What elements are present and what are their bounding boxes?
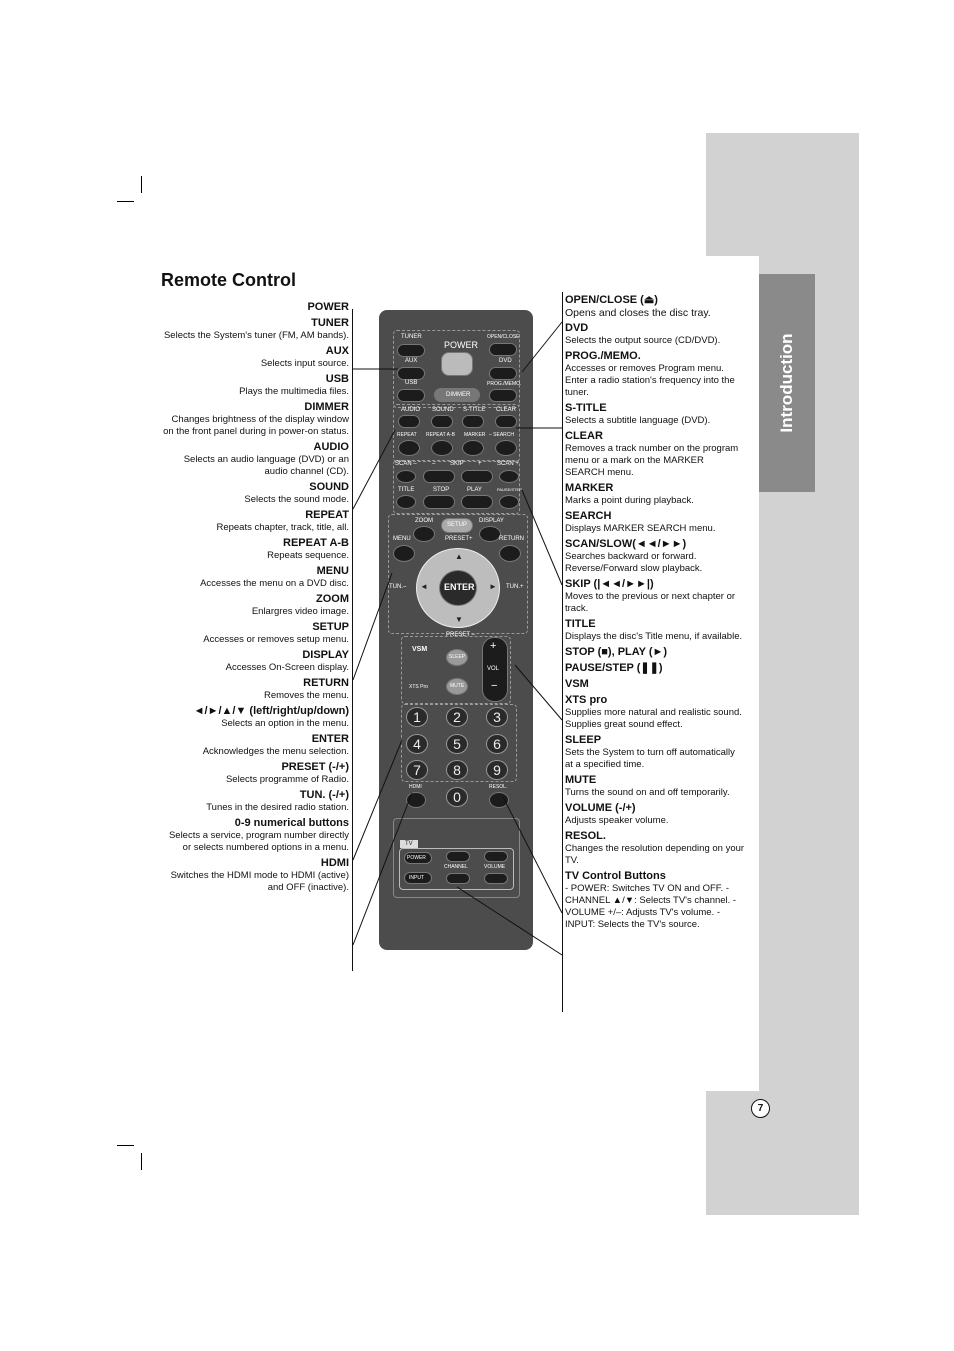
left-heading: AUX [325, 345, 349, 357]
volume-down-icon: − [491, 680, 498, 692]
open-close-button[interactable] [489, 343, 517, 356]
left-description: Selects input source. [260, 358, 349, 369]
resol-button[interactable] [489, 792, 509, 808]
left-description: Accesses On-Screen display. [225, 662, 349, 673]
preset-minus-label: PRESET – [446, 632, 475, 638]
left-description: Selects the sound mode. [244, 494, 349, 505]
left-callout-bracket [352, 309, 353, 971]
right-heading: RESOL. [565, 830, 606, 842]
left-description: Plays the multimedia files. [239, 386, 349, 397]
left-heading: TUNER [311, 317, 349, 329]
setup-label: SETUP [447, 522, 468, 528]
right-heading: MARKER [565, 482, 614, 494]
zoom-button[interactable] [413, 526, 435, 542]
left-heading: ◄/►/▲/▼ (left/right/up/down) [193, 705, 349, 717]
search-button[interactable] [495, 440, 517, 456]
repeat-label: REPEAT [397, 432, 417, 438]
dimmer-button[interactable] [434, 388, 480, 402]
left-description: Switches the HDMI mode to HDMI (active) and OFF (inactive). [170, 870, 349, 893]
dvd-label: DVD [499, 358, 512, 364]
title-label: TITLE [398, 487, 415, 493]
left-heading: ZOOM [316, 593, 349, 605]
number-5-button[interactable]: 5 [446, 734, 468, 754]
left-heading: RETURN [303, 677, 349, 689]
sidebar-band-top [706, 133, 859, 256]
left-descriptions [160, 298, 349, 894]
title-button[interactable] [396, 495, 416, 509]
mute-label: MUTE [450, 683, 465, 689]
repeat-ab-button[interactable] [431, 440, 453, 456]
number-2-button[interactable]: 2 [446, 707, 468, 727]
right-heading: TV Control Buttons [565, 870, 666, 882]
sleep-label: SLEEP [449, 654, 466, 660]
hdmi-button[interactable] [406, 792, 426, 808]
tun-minus-label: TUN.– [389, 584, 407, 590]
sleep-button[interactable] [446, 649, 468, 666]
left-heading: HDMI [320, 857, 349, 869]
right-descriptions [565, 291, 745, 931]
scan-minus-label: SCAN – [395, 461, 417, 467]
up-arrow-icon: ▲ [455, 552, 463, 561]
tv-input-button[interactable] [404, 872, 432, 884]
right-heading: DVD [565, 322, 589, 334]
left-heading: POWER [307, 301, 349, 313]
right-heading: STOP (■), PLAY (►) [565, 646, 668, 658]
right-heading: SEARCH [565, 510, 612, 522]
pause-step-button[interactable] [499, 495, 519, 509]
skip-minus-label: – [432, 461, 436, 467]
prog-memo-label: PROG./MEMO. [487, 381, 522, 387]
right-heading: OPEN/CLOSE (⏏) [565, 294, 658, 306]
left-heading: TUN. (-/+) [299, 789, 349, 801]
left-description: Tunes in the desired radio station. [206, 802, 349, 813]
s-title-button[interactable] [462, 415, 484, 428]
right-heading: XTS pro [565, 694, 608, 706]
volume-up-icon: + [490, 640, 497, 652]
clear-button[interactable] [495, 415, 517, 428]
left-description: Repeats chapter, track, title, all. [216, 522, 349, 533]
right-heading: MUTE [565, 774, 597, 786]
marker-button[interactable] [462, 440, 484, 456]
left-arrow-icon: ◄ [420, 582, 428, 591]
right-heading: SCAN/SLOW(◄◄/►►) [565, 538, 687, 550]
left-heading: DISPLAY [302, 649, 349, 661]
skip-label: SKIP [450, 461, 464, 467]
scan-plus-label: SCAN + [497, 461, 519, 467]
return-button[interactable] [499, 545, 521, 562]
right-heading: PROG./MEMO. [565, 350, 641, 362]
left-heading: PRESET (-/+) [281, 761, 349, 773]
left-heading: 0-9 numerical buttons [234, 817, 349, 829]
left-heading: REPEAT [305, 509, 349, 521]
resol-label: RESOL. [489, 784, 508, 790]
left-heading: MENU [316, 565, 349, 577]
search-label: – SEARCH [489, 432, 515, 438]
page-title: Remote Control [161, 270, 296, 290]
section-tab-label: Introduction [777, 333, 796, 433]
pause-label: PAUSE/STEP [497, 487, 522, 492]
right-heading: S-TITLE [565, 402, 607, 414]
dimmer-label: DIMMER [446, 392, 471, 398]
scan-forward-button[interactable] [499, 470, 519, 483]
right-description: Turns the sound on and off temporarily. [565, 787, 730, 798]
preset-plus-label: PRESET+ [445, 536, 473, 542]
menu-label: MENU [393, 536, 411, 542]
left-heading: DIMMER [304, 401, 349, 413]
left-description: Selects a service, program number directly or selects numbered options in a menu. [168, 830, 349, 853]
right-heading: PAUSE/STEP (❚❚) [565, 662, 663, 674]
right-heading: VSM [565, 678, 589, 690]
remote-control [379, 310, 533, 950]
number-3-button[interactable]: 3 [486, 707, 508, 727]
left-description: Removes the menu. [263, 690, 349, 701]
number-0-button[interactable]: 0 [446, 787, 468, 807]
right-description: Adjusts speaker volume. [565, 815, 669, 826]
skip-back-button[interactable] [423, 470, 455, 483]
tv-power-button[interactable] [404, 852, 432, 864]
tv-volume-up-button[interactable] [484, 851, 508, 862]
right-heading: SLEEP [565, 734, 602, 746]
right-arrow-icon: ► [489, 582, 497, 591]
left-heading: AUDIO [313, 441, 349, 453]
left-heading: SOUND [309, 481, 349, 493]
prog-memo-button[interactable] [489, 389, 517, 402]
enter-label: ENTER [444, 582, 475, 592]
right-description: Displays MARKER SEARCH menu. [565, 523, 716, 534]
hdmi-label: HDMI [409, 784, 422, 790]
left-description: Selects an option in the menu. [221, 718, 349, 729]
menu-button[interactable] [393, 545, 415, 562]
play-button[interactable] [461, 495, 493, 509]
right-heading: VOLUME (-/+) [565, 802, 636, 814]
right-description: Supplies more natural and realistic sound. Supplies great sound effect. [565, 707, 742, 730]
right-description: Marks a point during playback. [565, 495, 694, 506]
usb-button[interactable] [397, 389, 425, 402]
skip-plus-label: + [478, 461, 482, 467]
right-description: Selects the output source (CD/DVD). [565, 335, 721, 346]
number-4-button[interactable]: 4 [406, 734, 428, 754]
aux-button[interactable] [397, 367, 425, 380]
left-description: Accesses or removes setup menu. [203, 634, 349, 645]
right-callout-bracket [562, 292, 563, 1012]
sound-button[interactable] [431, 415, 453, 428]
mute-button[interactable] [446, 678, 468, 695]
display-label: DISPLAY [479, 518, 504, 524]
audio-button[interactable] [398, 415, 420, 428]
s-title-label: S-TITLE [463, 407, 486, 413]
vsm-label: VSM [412, 646, 428, 653]
right-description: Accesses or removes Program menu. Enter a radio station's frequency into the tuner. [565, 363, 735, 398]
right-description: Sets the System to turn off automatically at a specified time. [565, 747, 735, 770]
down-arrow-icon: ▼ [455, 615, 463, 624]
power-button[interactable] [441, 352, 473, 376]
right-description: Opens and closes the disc tray. [565, 307, 711, 319]
left-heading: ENTER [311, 733, 349, 745]
left-description: Changes brightness of the display window on the front panel during in power-on status. [163, 414, 349, 437]
open-close-label: OPEN/CLOSE [487, 334, 520, 340]
left-description: Accesses the menu on a DVD disc. [200, 578, 349, 589]
marker-label: MARKER [464, 432, 486, 438]
power-label: POWER [444, 340, 479, 350]
clear-label: CLEAR [496, 407, 517, 413]
play-label: PLAY [467, 487, 482, 493]
tun-plus-label: TUN.+ [506, 584, 524, 590]
right-description: Changes the resolution depending on your TV. [565, 843, 745, 866]
return-label: RETURN [499, 536, 524, 542]
left-description: Selects the System's tuner (FM, AM bands). [163, 330, 349, 341]
repeat-button[interactable] [398, 440, 420, 456]
tv-channel-down-button[interactable] [446, 873, 470, 884]
number-6-button[interactable]: 6 [486, 734, 508, 754]
tv-volume-down-button[interactable] [484, 873, 508, 884]
tv-input-label: INPUT [409, 875, 424, 881]
right-heading: CLEAR [565, 430, 603, 442]
tv-label: TV [400, 840, 418, 848]
left-description: Enlargres video image. [251, 606, 349, 617]
left-description: Acknowledges the menu selection. [202, 746, 349, 757]
left-description: Selects programme of Radio. [225, 774, 349, 785]
right-description: - POWER: Switches TV ON and OFF. - CHANNEL ▲/▼: Selects TV's channel. - VOLUME +/–: Adjusts TV's volume. - INPUT: Selects the TV's source. [565, 883, 737, 930]
right-description: Displays the disc's Title menu, if available. [565, 631, 743, 642]
tuner-label: TUNER [401, 334, 422, 340]
stop-button[interactable] [423, 495, 455, 509]
aux-label: AUX [405, 358, 418, 364]
xts-pro-label: XTS Pro [409, 684, 428, 690]
tv-power-label: POWER [407, 855, 426, 861]
sidebar-band-bottom [706, 1091, 859, 1215]
tuner-button[interactable] [397, 344, 425, 357]
number-1-button[interactable]: 1 [406, 707, 428, 727]
number-8-button[interactable]: 8 [446, 760, 468, 780]
tv-channel-label: CHANNEL [444, 864, 468, 870]
right-description: Moves to the previous or next chapter or track. [565, 591, 736, 614]
scan-back-button[interactable] [396, 470, 416, 483]
section-tab [759, 274, 815, 492]
zoom-label: ZOOM [415, 518, 433, 524]
setup-button[interactable] [441, 518, 473, 533]
vol-label: VOL [487, 666, 500, 672]
sound-label: SOUND [432, 407, 454, 413]
left-description: Repeats sequence. [267, 550, 349, 561]
right-heading: SKIP (|◄◄/►►|) [565, 578, 654, 590]
enter-button[interactable] [439, 570, 477, 606]
number-7-button[interactable]: 7 [406, 760, 428, 780]
tv-channel-up-button[interactable] [446, 851, 470, 862]
dvd-button[interactable] [489, 367, 517, 380]
left-heading: SETUP [312, 621, 349, 633]
right-heading: TITLE [565, 618, 596, 630]
page-number: 7 [751, 1099, 770, 1118]
usb-label: USB [405, 380, 418, 386]
tv-volume-label: VOLUME [484, 864, 506, 870]
right-description: Selects a subtitle language (DVD). [565, 415, 711, 426]
stop-label: STOP [433, 487, 450, 493]
left-heading: REPEAT A-B [283, 537, 349, 549]
right-description: Searches backward or forward. Reverse/Forward slow playback. [565, 551, 703, 574]
repeat-ab-label: REPEAT A-B [426, 432, 455, 438]
left-description: Selects an audio language (DVD) or an audio channel (CD). [183, 454, 349, 477]
display-button[interactable] [479, 526, 501, 542]
right-description: Removes a track number on the program menu or a mark on the MARKER SEARCH menu. [565, 443, 739, 478]
skip-forward-button[interactable] [461, 470, 493, 483]
left-heading: USB [325, 373, 349, 385]
number-9-button[interactable]: 9 [486, 760, 508, 780]
audio-label: AUDIO [401, 407, 421, 413]
